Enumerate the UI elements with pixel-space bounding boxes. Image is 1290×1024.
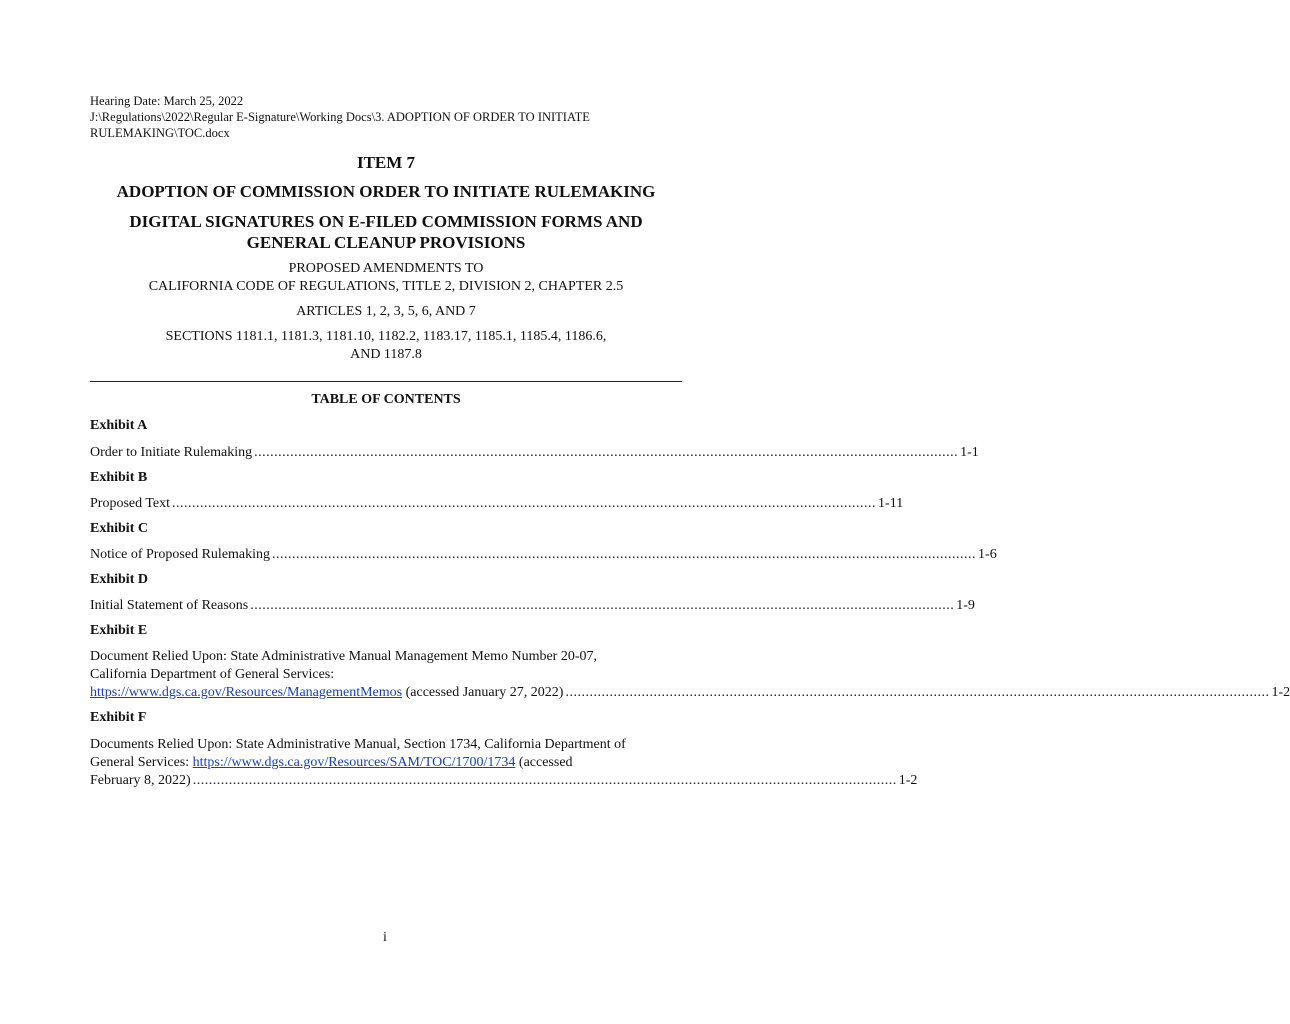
dot-leader: ................................................................................................................................................................................: [254, 445, 959, 460]
sections-list: [90, 328, 682, 364]
toc-entry-line-2: California Department of General Services:: [90, 667, 335, 682]
toc-entry-line-1: Document Relied Upon: State Administrative Manual Management Memo Number 20-07,: [90, 649, 598, 664]
toc-entry-link-line: [90, 684, 563, 702]
toc-page-number: 1-6: [978, 547, 997, 562]
dot-leader: ................................................................................................................................................................................: [172, 496, 877, 511]
toc-entry-exhibit-f[interactable]: [90, 736, 918, 790]
exhibit-e-label: Exhibit E: [90, 623, 148, 638]
file-path-line-2: RULEMAKING\TOC.docx: [90, 126, 230, 140]
toc-entry-line-3: [90, 772, 918, 790]
toc-entry-title: Initial Statement of Reasons: [90, 598, 249, 613]
toc-page-number: 1-2: [1271, 685, 1290, 700]
management-memos-link[interactable]: https://www.dgs.ca.gov/Resources/ManagementMemos: [90, 685, 403, 700]
horizontal-divider: [90, 381, 682, 382]
dot-leader: ................................................................................................................................................................................: [192, 773, 897, 788]
file-path-line-1: J:\Regulations\2022\Regular E-Signature\Working Docs\3. ADOPTION OF ORDER TO INITIATE: [90, 110, 590, 124]
toc-entry-exhibit-b[interactable]: [90, 495, 904, 513]
dot-leader: ................................................................................................................................................................................: [250, 598, 955, 613]
accessed-date: (accessed January 27, 2022): [402, 685, 564, 700]
document-header: [90, 93, 690, 141]
toc-entry-exhibit-e[interactable]: [90, 648, 1290, 702]
subject-title: [90, 211, 682, 253]
toc-page-number: 1-11: [878, 496, 904, 511]
toc-page-number: 1-9: [956, 598, 975, 613]
toc-entry-exhibit-d[interactable]: [90, 597, 975, 615]
accessed-date: February 8, 2022): [90, 773, 191, 788]
exhibit-a-label: Exhibit A: [90, 418, 148, 433]
toc-entry-title: Proposed Text: [90, 496, 171, 511]
subject-title-line-2: GENERAL CLEANUP PROVISIONS: [246, 233, 526, 252]
toc-entry-line-2: [90, 754, 680, 772]
dot-leader: ................................................................................................................................................................................: [565, 685, 1270, 700]
toc-entry-line-3: [90, 684, 1290, 702]
toc-heading: TABLE OF CONTENTS: [311, 392, 461, 407]
proposed-amendments: [90, 260, 682, 296]
toc-entry-title: Order to Initiate Rulemaking: [90, 445, 253, 460]
adoption-title: ADOPTION OF COMMISSION ORDER TO INITIATE RULEMAKING: [116, 182, 656, 201]
item-title: ITEM 7: [356, 153, 416, 172]
sam-toc-link[interactable]: https://www.dgs.ca.gov/Resources/SAM/TOC/1700/1734: [192, 755, 516, 770]
hearing-date: Hearing Date: March 25, 2022: [90, 94, 244, 108]
toc-page-number: 1-1: [960, 445, 979, 460]
sections-line-1: SECTIONS 1181.1, 1181.3, 1181.10, 1182.2, 1183.17, 1185.1, 1185.4, 1186.6,: [165, 329, 607, 344]
toc-entry-line-1: Documents Relied Upon: State Administrative Manual, Section 1734, California Department of: [90, 737, 626, 752]
accessed-label: (accessed: [515, 755, 573, 770]
exhibit-b-label: Exhibit B: [90, 470, 148, 485]
exhibit-d-label: Exhibit D: [90, 572, 148, 587]
dot-leader: ................................................................................................................................................................................: [272, 547, 977, 562]
page-number-footer: i: [383, 930, 387, 945]
proposed-line-2: CALIFORNIA CODE OF REGULATIONS, TITLE 2, DIVISION 2, CHAPTER 2.5: [148, 279, 624, 294]
articles-line: ARTICLES 1, 2, 3, 5, 6, AND 7: [296, 304, 476, 319]
exhibit-f-label: Exhibit F: [90, 710, 147, 725]
proposed-line-1: PROPOSED AMENDMENTS TO: [288, 261, 484, 276]
general-services-label: General Services:: [90, 755, 193, 770]
toc-entry-exhibit-a[interactable]: [90, 444, 979, 462]
subject-title-line-1: DIGITAL SIGNATURES ON E-FILED COMMISSION FORMS AND: [129, 212, 643, 231]
toc-entry-title: Notice of Proposed Rulemaking: [90, 547, 271, 562]
exhibit-c-label: Exhibit C: [90, 521, 148, 536]
toc-page-number: 1-2: [898, 773, 918, 788]
sections-line-2: AND 1187.8: [350, 347, 422, 362]
toc-entry-exhibit-c[interactable]: [90, 546, 997, 564]
